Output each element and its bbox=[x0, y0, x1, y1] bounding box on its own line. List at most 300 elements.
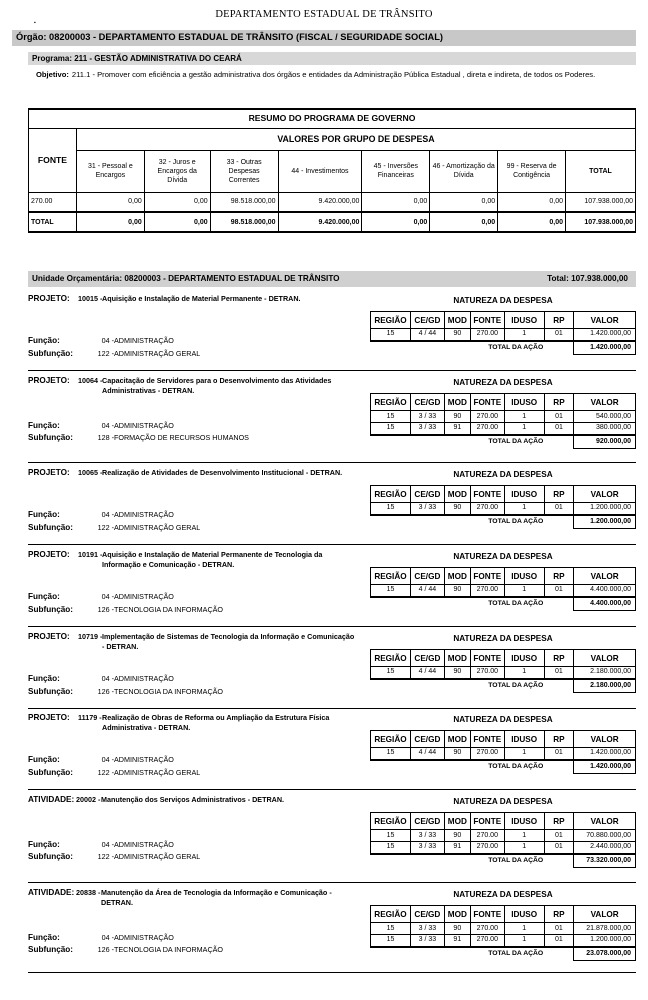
column-header: CE/GD bbox=[410, 486, 444, 503]
value-cell: 0,00 bbox=[498, 192, 566, 212]
funcao-label: Função: bbox=[28, 592, 60, 601]
description-line: Capacitação de Servidores para o Desenvolvimento das Atividades bbox=[102, 376, 332, 385]
funcao-code: 04 - bbox=[101, 421, 114, 430]
total-row bbox=[371, 760, 636, 774]
acao-block bbox=[28, 376, 636, 460]
subfuncao-line bbox=[28, 349, 368, 358]
funcao-line bbox=[28, 755, 368, 764]
natureza-title: NATUREZA DA DESPESA bbox=[453, 715, 553, 724]
table-cell: 90 bbox=[444, 830, 470, 842]
natureza-header-row bbox=[371, 312, 636, 329]
table-cell: 3 / 33 bbox=[410, 503, 444, 515]
description-line: Aquisição e Instalação de Material Permanente - DETRAN. bbox=[102, 294, 301, 303]
programa-bar: Programa: 211 - GESTÃO ADMINISTRATIVA DO CEARÁ bbox=[28, 52, 636, 65]
acao-code: 20838 - bbox=[76, 888, 101, 897]
divider bbox=[28, 626, 636, 627]
value-cell: 0,00 bbox=[76, 192, 144, 212]
table-cell: 01 bbox=[544, 329, 574, 341]
acao-code: 11179 - bbox=[78, 713, 102, 722]
description-line: Informação e Comunicação - DETRAN. bbox=[102, 560, 235, 569]
table-cell: 01 bbox=[544, 411, 574, 423]
description-line: Implementação de Sistemas de Tecnologia da Informação e Comunicação bbox=[102, 632, 355, 641]
table-cell: 01 bbox=[544, 748, 574, 760]
total-acao-label: TOTAL DA AÇÃO bbox=[371, 760, 574, 774]
table-row bbox=[371, 503, 636, 515]
objetivo-label: Objetivo: bbox=[36, 70, 69, 79]
total-row bbox=[371, 515, 636, 529]
acao-description bbox=[102, 376, 372, 396]
column-header: REGIÃO bbox=[371, 568, 411, 585]
column-header: REGIÃO bbox=[371, 813, 411, 830]
table-cell: 1 bbox=[504, 748, 544, 760]
resumo-title: RESUMO DO PROGRAMA DE GOVERNO bbox=[29, 109, 636, 128]
table-cell: 15 bbox=[371, 842, 411, 854]
column-header: TOTAL bbox=[566, 150, 636, 192]
table-cell: 1 bbox=[504, 503, 544, 515]
divider bbox=[28, 462, 636, 463]
column-header: IDUSO bbox=[504, 906, 544, 923]
column-header: REGIÃO bbox=[371, 906, 411, 923]
acao-code: 10015 - bbox=[78, 294, 103, 303]
table-cell: 4 / 44 bbox=[410, 585, 444, 597]
subfuncao-code: 122 - bbox=[97, 523, 114, 532]
acao-description bbox=[101, 795, 371, 805]
subfuncao-label: Subfunção: bbox=[28, 945, 74, 954]
acao-code: 10719 - bbox=[78, 632, 103, 641]
column-header: MOD bbox=[444, 650, 470, 667]
table-cell: 270.00 bbox=[470, 923, 504, 935]
column-header: 44 - Investimentos bbox=[278, 150, 362, 192]
subfuncao-line bbox=[28, 523, 368, 532]
total-acao-label: TOTAL DA AÇÃO bbox=[371, 854, 574, 868]
acao-kind: PROJETO: bbox=[28, 468, 70, 477]
natureza-header-row bbox=[371, 731, 636, 748]
table-cell: 3 / 33 bbox=[410, 923, 444, 935]
column-header: VALOR bbox=[574, 650, 636, 667]
column-header: FONTE bbox=[470, 650, 504, 667]
table-cell: 15 bbox=[371, 503, 411, 515]
column-header: VALOR bbox=[574, 731, 636, 748]
divider bbox=[28, 370, 636, 371]
page-mark: ▪ bbox=[34, 20, 36, 26]
page-title: DEPARTAMENTO ESTADUAL DE TRÂNSITO bbox=[215, 9, 433, 20]
funcao-line bbox=[28, 933, 368, 942]
divider bbox=[28, 544, 636, 545]
table-cell: 01 bbox=[544, 935, 574, 947]
acao-block bbox=[28, 795, 636, 879]
table-cell: 1.200.000,00 bbox=[574, 935, 636, 947]
total-acao-label: TOTAL DA AÇÃO bbox=[371, 515, 574, 529]
natureza-table bbox=[370, 311, 636, 355]
total-cell: 0,00 bbox=[430, 212, 498, 232]
table-cell: 1 bbox=[504, 667, 544, 679]
funcao-label: Função: bbox=[28, 840, 60, 849]
subfuncao-label: Subfunção: bbox=[28, 852, 74, 861]
total-acao-value: 1.420.000,00 bbox=[574, 341, 636, 355]
funcao-label: Função: bbox=[28, 674, 60, 683]
column-header: FONTE bbox=[470, 394, 504, 411]
funcao-value: ADMINISTRAÇÃO bbox=[114, 755, 174, 764]
natureza-header-row bbox=[371, 650, 636, 667]
fonte-cell: 270.00 bbox=[29, 192, 77, 212]
subfuncao-line bbox=[28, 945, 368, 954]
column-header: CE/GD bbox=[410, 650, 444, 667]
table-cell: 4.400.000,00 bbox=[574, 585, 636, 597]
subfuncao-code: 128 - bbox=[97, 433, 114, 442]
natureza-header-row bbox=[371, 906, 636, 923]
natureza-title: NATUREZA DA DESPESA bbox=[453, 552, 553, 561]
value-cell: 0,00 bbox=[362, 192, 430, 212]
description-line: Administrativa - DETRAN. bbox=[102, 723, 191, 732]
column-header: CE/GD bbox=[410, 731, 444, 748]
natureza-table bbox=[370, 905, 636, 961]
column-header: REGIÃO bbox=[371, 394, 411, 411]
table-cell: 15 bbox=[371, 748, 411, 760]
value-cell: 0,00 bbox=[430, 192, 498, 212]
total-row bbox=[29, 212, 636, 232]
natureza-table bbox=[370, 485, 636, 529]
funcao-label: Função: bbox=[28, 755, 60, 764]
column-header: VALOR bbox=[574, 394, 636, 411]
total-row bbox=[371, 679, 636, 693]
unidade-label: Unidade Orçamentária: 08200003 - DEPARTAMENTO ESTADUAL DE TRÂNSITO bbox=[32, 274, 340, 283]
natureza-table bbox=[370, 812, 636, 868]
table-cell: 270.00 bbox=[470, 503, 504, 515]
table-cell: 1 bbox=[504, 585, 544, 597]
acao-code: 10064 - bbox=[78, 376, 103, 385]
subfuncao-label: Subfunção: bbox=[28, 605, 74, 614]
total-cell: 0,00 bbox=[76, 212, 144, 232]
column-header: IDUSO bbox=[504, 731, 544, 748]
total-acao-label: TOTAL DA AÇÃO bbox=[371, 947, 574, 961]
objetivo bbox=[36, 70, 636, 79]
acao-description bbox=[102, 632, 372, 652]
table-cell: 3 / 33 bbox=[410, 842, 444, 854]
table-cell: 270.00 bbox=[470, 329, 504, 341]
table-cell: 15 bbox=[371, 411, 411, 423]
table-cell: 270.00 bbox=[470, 935, 504, 947]
table-cell: 01 bbox=[544, 423, 574, 435]
table-cell: 270.00 bbox=[470, 423, 504, 435]
acao-kind: PROJETO: bbox=[28, 550, 70, 559]
acao-code: 10065 - bbox=[78, 468, 103, 477]
funcao-code: 04 - bbox=[101, 933, 114, 942]
total-acao-label: TOTAL DA AÇÃO bbox=[371, 597, 574, 611]
funcao-line bbox=[28, 674, 368, 683]
table-cell: 4 / 44 bbox=[410, 748, 444, 760]
table-cell: 1 bbox=[504, 411, 544, 423]
column-header: MOD bbox=[444, 568, 470, 585]
table-cell: 90 bbox=[444, 585, 470, 597]
natureza-header-row bbox=[371, 486, 636, 503]
table-cell: 01 bbox=[544, 830, 574, 842]
subfuncao-label: Subfunção: bbox=[28, 349, 74, 358]
total-label: TOTAL bbox=[29, 212, 77, 232]
total-row bbox=[371, 597, 636, 611]
table-cell: 380.000,00 bbox=[574, 423, 636, 435]
acao-block bbox=[28, 468, 636, 540]
table-row bbox=[371, 830, 636, 842]
funcao-value: ADMINISTRAÇÃO bbox=[114, 674, 174, 683]
column-header: FONTE bbox=[470, 312, 504, 329]
subfuncao-code: 122 - bbox=[97, 349, 114, 358]
table-cell: 90 bbox=[444, 923, 470, 935]
column-header: FONTE bbox=[470, 486, 504, 503]
natureza-header-row bbox=[371, 568, 636, 585]
natureza-title: NATUREZA DA DESPESA bbox=[453, 378, 553, 387]
subfuncao-line bbox=[28, 433, 368, 442]
funcao-code: 04 - bbox=[101, 336, 114, 345]
total-cell: 107.938.000,00 bbox=[566, 212, 636, 232]
table-cell: 91 bbox=[444, 842, 470, 854]
subfuncao-value: ADMINISTRAÇÃO GERAL bbox=[114, 852, 201, 861]
orgao-bar: Órgão: 08200003 - DEPARTAMENTO ESTADUAL DE TRÂNSITO (FISCAL / SEGURIDADE SOCIAL) bbox=[12, 30, 636, 46]
table-row bbox=[371, 585, 636, 597]
description-line: Manutenção da Área de Tecnologia da Informação e Comunicação - bbox=[101, 888, 332, 897]
funcao-label: Função: bbox=[28, 336, 60, 345]
subfuncao-line bbox=[28, 852, 368, 861]
table-cell: 4 / 44 bbox=[410, 329, 444, 341]
table-cell: 90 bbox=[444, 411, 470, 423]
objetivo-text: 211.1 - Promover com eficiência a gestão administrativa dos órgãos e entidades da Administração Pública Estadual , direta e indireta, de todos os Poderes. bbox=[71, 70, 596, 79]
acao-description bbox=[102, 294, 372, 304]
table-cell: 15 bbox=[371, 423, 411, 435]
column-header: MOD bbox=[444, 813, 470, 830]
total-cell: 98.518.000,00 bbox=[210, 212, 278, 232]
table-cell: 1.420.000,00 bbox=[574, 748, 636, 760]
table-cell: 3 / 33 bbox=[410, 411, 444, 423]
column-header: CE/GD bbox=[410, 906, 444, 923]
table-cell: 01 bbox=[544, 923, 574, 935]
unidade-bar bbox=[28, 271, 636, 287]
divider bbox=[28, 708, 636, 709]
table-cell: 270.00 bbox=[470, 411, 504, 423]
table-cell: 15 bbox=[371, 667, 411, 679]
funcao-label: Função: bbox=[28, 510, 60, 519]
total-acao-value: 1.200.000,00 bbox=[574, 515, 636, 529]
acao-block bbox=[28, 713, 636, 785]
table-row bbox=[371, 411, 636, 423]
table-cell: 1 bbox=[504, 935, 544, 947]
column-header: REGIÃO bbox=[371, 731, 411, 748]
table-row bbox=[29, 192, 636, 212]
acao-code: 20002 - bbox=[76, 795, 101, 804]
total-cell: 0,00 bbox=[362, 212, 430, 232]
total-row bbox=[371, 947, 636, 961]
table-row bbox=[371, 923, 636, 935]
total-acao-value: 920.000,00 bbox=[574, 435, 636, 449]
acao-kind: PROJETO: bbox=[28, 376, 70, 385]
column-header: FONTE bbox=[470, 731, 504, 748]
funcao-value: ADMINISTRAÇÃO bbox=[114, 933, 174, 942]
table-cell: 270.00 bbox=[470, 667, 504, 679]
table-cell: 1.420.000,00 bbox=[574, 329, 636, 341]
acao-kind: ATIVIDADE: bbox=[28, 795, 75, 804]
acao-code: 10191 - bbox=[78, 550, 103, 559]
subfuncao-line bbox=[28, 605, 368, 614]
subfuncao-label: Subfunção: bbox=[28, 768, 74, 777]
table-cell: 1 bbox=[504, 329, 544, 341]
subfuncao-value: ADMINISTRAÇÃO GERAL bbox=[114, 768, 201, 777]
table-cell: 3 / 33 bbox=[410, 830, 444, 842]
column-header: RP bbox=[544, 568, 574, 585]
column-header: RP bbox=[544, 486, 574, 503]
table-cell: 70.880.000,00 bbox=[574, 830, 636, 842]
column-header: IDUSO bbox=[504, 568, 544, 585]
column-header: 33 - Outras Despesas Correntes bbox=[210, 150, 278, 192]
funcao-value: ADMINISTRAÇÃO bbox=[114, 510, 174, 519]
funcao-code: 04 - bbox=[101, 592, 114, 601]
natureza-title: NATUREZA DA DESPESA bbox=[453, 634, 553, 643]
natureza-header-row bbox=[371, 394, 636, 411]
column-header: MOD bbox=[444, 906, 470, 923]
table-cell: 270.00 bbox=[470, 748, 504, 760]
table-cell: 01 bbox=[544, 585, 574, 597]
table-cell: 1 bbox=[504, 923, 544, 935]
column-header: IDUSO bbox=[504, 813, 544, 830]
table-cell: 01 bbox=[544, 667, 574, 679]
acao-kind: PROJETO: bbox=[28, 632, 70, 641]
table-cell: 91 bbox=[444, 423, 470, 435]
table-row bbox=[371, 667, 636, 679]
funcao-code: 04 - bbox=[101, 510, 114, 519]
subfuncao-value: ADMINISTRAÇÃO GERAL bbox=[114, 523, 201, 532]
table-cell: 90 bbox=[444, 503, 470, 515]
acao-description bbox=[101, 888, 371, 908]
description-line: Realização de Obras de Reforma ou Ampliação da Estrutura Física bbox=[102, 713, 330, 722]
column-header: FONTE bbox=[470, 813, 504, 830]
resumo-programa bbox=[28, 108, 636, 246]
acao-description bbox=[102, 713, 372, 733]
table-cell: 90 bbox=[444, 667, 470, 679]
column-header: RP bbox=[544, 312, 574, 329]
table-cell: 4 / 44 bbox=[410, 667, 444, 679]
column-header: CE/GD bbox=[410, 813, 444, 830]
subfuncao-code: 126 - bbox=[97, 605, 114, 614]
column-header: MOD bbox=[444, 486, 470, 503]
table-row bbox=[371, 935, 636, 947]
table-cell: 270.00 bbox=[470, 842, 504, 854]
natureza-header-row bbox=[371, 813, 636, 830]
funcao-value: ADMINISTRAÇÃO bbox=[114, 592, 174, 601]
acao-description bbox=[102, 550, 372, 570]
description-line: Aquisição e Instalação de Material Permanente de Tecnologia da bbox=[102, 550, 323, 559]
resumo-table bbox=[28, 108, 636, 233]
funcao-line bbox=[28, 592, 368, 601]
column-header: 46 - Amortização da Dívida bbox=[430, 150, 498, 192]
subfuncao-value: TECNOLOGIA DA INFORMAÇÃO bbox=[114, 945, 224, 954]
natureza-title: NATUREZA DA DESPESA bbox=[453, 890, 553, 899]
description-line: - DETRAN. bbox=[102, 642, 139, 651]
table-cell: 270.00 bbox=[470, 585, 504, 597]
table-row bbox=[371, 423, 636, 435]
description-line: Manutenção dos Serviços Administrativos - DETRAN. bbox=[101, 795, 285, 804]
total-acao-value: 73.320.000,00 bbox=[574, 854, 636, 868]
total-acao-value: 2.180.000,00 bbox=[574, 679, 636, 693]
table-cell: 90 bbox=[444, 329, 470, 341]
subfuncao-value: TECNOLOGIA DA INFORMAÇÃO bbox=[114, 687, 224, 696]
funcao-line bbox=[28, 840, 368, 849]
table-cell: 270.00 bbox=[470, 830, 504, 842]
value-cell: 0,00 bbox=[144, 192, 210, 212]
acao-block bbox=[28, 294, 636, 366]
table-cell: 01 bbox=[544, 842, 574, 854]
natureza-title: NATUREZA DA DESPESA bbox=[453, 296, 553, 305]
table-cell: 3 / 33 bbox=[410, 423, 444, 435]
column-header: CE/GD bbox=[410, 568, 444, 585]
natureza-table bbox=[370, 393, 636, 449]
column-header: IDUSO bbox=[504, 394, 544, 411]
funcao-code: 04 - bbox=[101, 840, 114, 849]
acao-block bbox=[28, 550, 636, 622]
funcao-label: Função: bbox=[28, 421, 60, 430]
table-cell: 1.200.000,00 bbox=[574, 503, 636, 515]
value-cell: 107.938.000,00 bbox=[566, 192, 636, 212]
description-line: Realização de Atividades de Desenvolvimento Institucional - DETRAN. bbox=[102, 468, 343, 477]
column-header: 45 - Inversões Financeiras bbox=[362, 150, 430, 192]
acao-description bbox=[102, 468, 372, 478]
natureza-title: NATUREZA DA DESPESA bbox=[453, 797, 553, 806]
total-acao-label: TOTAL DA AÇÃO bbox=[371, 341, 574, 355]
subfuncao-value: ADMINISTRAÇÃO GERAL bbox=[114, 349, 201, 358]
subfuncao-code: 126 - bbox=[97, 945, 114, 954]
subfuncao-value: TECNOLOGIA DA INFORMAÇÃO bbox=[114, 605, 224, 614]
column-header: REGIÃO bbox=[371, 312, 411, 329]
column-header: IDUSO bbox=[504, 312, 544, 329]
column-header: FONTE bbox=[470, 568, 504, 585]
funcao-label: Função: bbox=[28, 933, 60, 942]
unidade-total: Total: 107.938.000,00 bbox=[547, 274, 628, 283]
subfuncao-line bbox=[28, 687, 368, 696]
column-header: RP bbox=[544, 731, 574, 748]
column-header: 32 - Juros e Encargos da Dívida bbox=[144, 150, 210, 192]
acao-kind: ATIVIDADE: bbox=[28, 888, 75, 897]
total-acao-value: 23.078.000,00 bbox=[574, 947, 636, 961]
resumo-subtitle: VALORES POR GRUPO DE DESPESA bbox=[76, 128, 635, 150]
column-header: RP bbox=[544, 906, 574, 923]
column-header: REGIÃO bbox=[371, 650, 411, 667]
column-header: IDUSO bbox=[504, 650, 544, 667]
subfuncao-label: Subfunção: bbox=[28, 523, 74, 532]
column-header: VALOR bbox=[574, 906, 636, 923]
table-cell: 15 bbox=[371, 923, 411, 935]
table-cell: 01 bbox=[544, 503, 574, 515]
column-header: RP bbox=[544, 813, 574, 830]
table-cell: 15 bbox=[371, 585, 411, 597]
column-header: REGIÃO bbox=[371, 486, 411, 503]
divider bbox=[28, 789, 636, 790]
column-header: CE/GD bbox=[410, 312, 444, 329]
subfuncao-label: Subfunção: bbox=[28, 433, 74, 442]
column-header: 31 - Pessoal e Encargos bbox=[76, 150, 144, 192]
funcao-line bbox=[28, 510, 368, 519]
column-header: VALOR bbox=[574, 813, 636, 830]
table-cell: 91 bbox=[444, 935, 470, 947]
funcao-value: ADMINISTRAÇÃO bbox=[114, 336, 174, 345]
column-header: VALOR bbox=[574, 486, 636, 503]
table-cell: 3 / 33 bbox=[410, 935, 444, 947]
total-cell: 0,00 bbox=[144, 212, 210, 232]
total-acao-label: TOTAL DA AÇÃO bbox=[371, 679, 574, 693]
fonte-header: FONTE bbox=[29, 128, 77, 192]
column-header: RP bbox=[544, 650, 574, 667]
acao-kind: PROJETO: bbox=[28, 713, 70, 722]
table-cell: 2.440.000,00 bbox=[574, 842, 636, 854]
table-cell: 540.000,00 bbox=[574, 411, 636, 423]
divider bbox=[28, 882, 636, 883]
funcao-value: ADMINISTRAÇÃO bbox=[114, 421, 174, 430]
funcao-line bbox=[28, 336, 368, 345]
